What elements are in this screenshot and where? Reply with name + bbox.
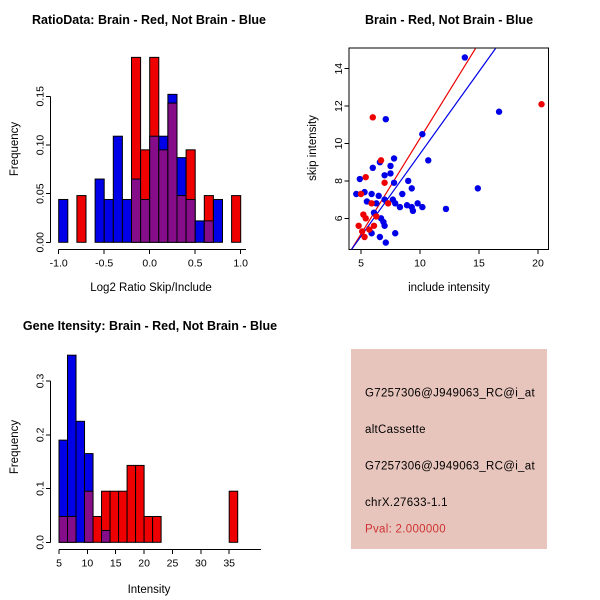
fit-line-brain <box>352 49 476 250</box>
scatter-point-not-brain <box>391 155 397 161</box>
x-tick-label: 25 <box>166 557 179 570</box>
info-panel-background <box>351 349 547 549</box>
fit-line-not_brain <box>352 49 496 250</box>
y-tick-label: 0.0 <box>34 534 47 550</box>
scatter-point-not-brain <box>357 176 363 182</box>
hist-bar-overlap <box>204 221 213 242</box>
scatter-ylabel: skip intensity <box>307 115 319 181</box>
y-tick-label: 10 <box>333 137 345 150</box>
hist-bar-overlap <box>85 491 94 542</box>
hist-bar-red <box>127 465 136 542</box>
locus-text: chrX.27633-1.1 <box>365 497 448 509</box>
hist-bar-red <box>232 196 241 243</box>
hist-bar-overlap <box>59 516 68 542</box>
y-tick-label: 0.10 <box>34 134 47 156</box>
x-tick-label: 10 <box>414 257 426 270</box>
hist-bar-blue <box>213 199 222 242</box>
scatter-point-not-brain <box>391 180 397 186</box>
scatter-point-not-brain <box>443 206 449 212</box>
hist-bar-overlap <box>150 136 159 242</box>
scatter-point-brain <box>378 157 384 163</box>
hist-bar-red <box>119 491 128 542</box>
scatter-point-brain <box>361 234 367 240</box>
hist-bar-overlap <box>68 516 77 542</box>
scatter-point-not-brain <box>368 191 374 197</box>
gene-histogram-panel <box>9 319 277 596</box>
hist-bar-red <box>136 465 145 542</box>
scatter-point-not-brain <box>397 204 403 210</box>
probe-id-text: G7257306@J949063_RC@i_at <box>365 387 535 400</box>
scatter-point-not-brain <box>383 239 389 245</box>
info-panel <box>351 349 547 549</box>
scatter-point-not-brain <box>387 170 393 176</box>
y-tick-label: 0.1 <box>34 481 47 496</box>
hist-bar-red <box>229 491 238 542</box>
x-tick-label: 35 <box>223 557 236 570</box>
scatter-point-brain <box>370 114 376 120</box>
scatter-point-brain <box>358 191 364 197</box>
hist-bar-blue <box>76 421 85 542</box>
scatter-point-not-brain <box>392 230 398 236</box>
hist-bar-red <box>110 491 119 542</box>
hist-bar-blue <box>104 199 113 242</box>
y-tick-label: 0.15 <box>34 86 47 107</box>
y-tick-label: 0.3 <box>34 373 47 389</box>
scatter-point-brain <box>385 200 391 206</box>
y-tick-label: 0.2 <box>34 427 47 443</box>
scatter-point-brain <box>363 174 369 180</box>
hist-bar-overlap <box>132 179 141 242</box>
x-tick-label: 15 <box>109 557 122 570</box>
scatter-point-brain <box>355 223 361 229</box>
hist-bar-overlap <box>102 530 111 542</box>
y-tick-label: 12 <box>333 100 345 112</box>
scatter-point-not-brain <box>419 131 425 137</box>
x-tick-label: 10 <box>81 557 94 570</box>
y-tick-label: 8 <box>333 177 345 184</box>
scatter-xlabel: include intensity <box>408 282 490 294</box>
y-tick-label: 0.05 <box>34 183 47 204</box>
scatter-point-not-brain <box>383 116 389 122</box>
hist-bar-red <box>153 516 162 542</box>
x-tick-label: -0.5 <box>95 257 114 270</box>
x-tick-label: 20 <box>532 257 544 270</box>
x-tick-label: 1.0 <box>233 257 249 270</box>
gene-histogram-ylabel: Frequency <box>9 419 21 475</box>
scatter-point-brain <box>359 228 365 234</box>
scatter-point-not-brain <box>496 109 502 115</box>
scatter-point-brain <box>363 215 369 221</box>
ratio-histogram-xlabel: Log2 Ratio Skip/Include <box>90 282 212 294</box>
scatter-point-not-brain <box>376 193 382 199</box>
scatter-point-not-brain <box>475 185 481 191</box>
scatter-point-not-brain <box>409 185 415 191</box>
hist-bar-red <box>93 516 102 542</box>
scatter-point-brain <box>373 213 379 219</box>
x-tick-label: 30 <box>194 557 207 570</box>
x-tick-label: 0.5 <box>187 257 203 270</box>
hist-bar-blue <box>195 221 204 242</box>
gene-histogram-title: Gene Itensity: Brain - Red, Not Brain - Blue <box>22 319 278 333</box>
scatter-point-brain <box>371 223 377 229</box>
hist-bar-blue <box>122 199 131 242</box>
y-tick-label: 14 <box>333 62 345 75</box>
scatter-point-not-brain <box>381 172 387 178</box>
hist-bar-red <box>77 196 86 243</box>
hist-bar-overlap <box>159 150 168 242</box>
hist-bar-overlap <box>186 199 195 242</box>
x-tick-label: 15 <box>473 257 485 270</box>
scatter-point-not-brain <box>377 234 383 240</box>
scatter-point-not-brain <box>462 54 468 60</box>
scatter-title: Brain - Red, Not Brain - Blue <box>364 13 534 27</box>
hist-bar-overlap <box>168 103 177 242</box>
x-tick-label: 20 <box>138 557 150 570</box>
x-tick-label: 5 <box>56 557 62 570</box>
probe-id-repeat-text: G7257306@J949063_RC@i_at <box>365 460 535 473</box>
ratio-histogram-panel <box>9 13 266 294</box>
splice-type-text: altCassette <box>365 424 426 436</box>
scatter-point-not-brain <box>405 178 411 184</box>
y-tick-label: 6 <box>333 215 345 222</box>
ratio-histogram-title: RatioData: Brain - Red, Not Brain - Blue <box>31 13 267 27</box>
hist-bar-blue <box>68 355 77 542</box>
ratio-histogram-ylabel: Frequency <box>9 121 21 177</box>
pval-text: Pval: 2.000000 <box>365 523 446 536</box>
scatter-point-brain <box>538 101 544 107</box>
scatter-point-not-brain <box>425 157 431 163</box>
x-tick-label: 0.0 <box>142 257 158 270</box>
intensity-scatter-panel <box>307 13 548 294</box>
x-tick-label: 5 <box>358 257 364 270</box>
scatter-point-not-brain <box>399 191 405 197</box>
scatter-point-not-brain <box>370 165 376 171</box>
hist-bar-overlap <box>141 199 150 242</box>
x-tick-label: -1.0 <box>49 257 68 270</box>
hist-bar-red <box>144 516 153 542</box>
hist-bar-blue <box>113 136 122 242</box>
hist-bar-overlap <box>177 196 186 243</box>
scatter-point-not-brain <box>380 219 386 225</box>
scatter-point-brain <box>381 180 387 186</box>
scatter-point-not-brain <box>419 204 425 210</box>
y-tick-label: 0.00 <box>34 232 47 253</box>
scatter-point-not-brain <box>387 163 393 169</box>
hist-bar-blue <box>59 199 68 242</box>
hist-bar-blue <box>95 179 104 242</box>
gene-histogram-xlabel: Intensity <box>127 584 171 596</box>
scatter-point-brain <box>368 200 374 206</box>
scatter-point-not-brain <box>410 208 416 214</box>
